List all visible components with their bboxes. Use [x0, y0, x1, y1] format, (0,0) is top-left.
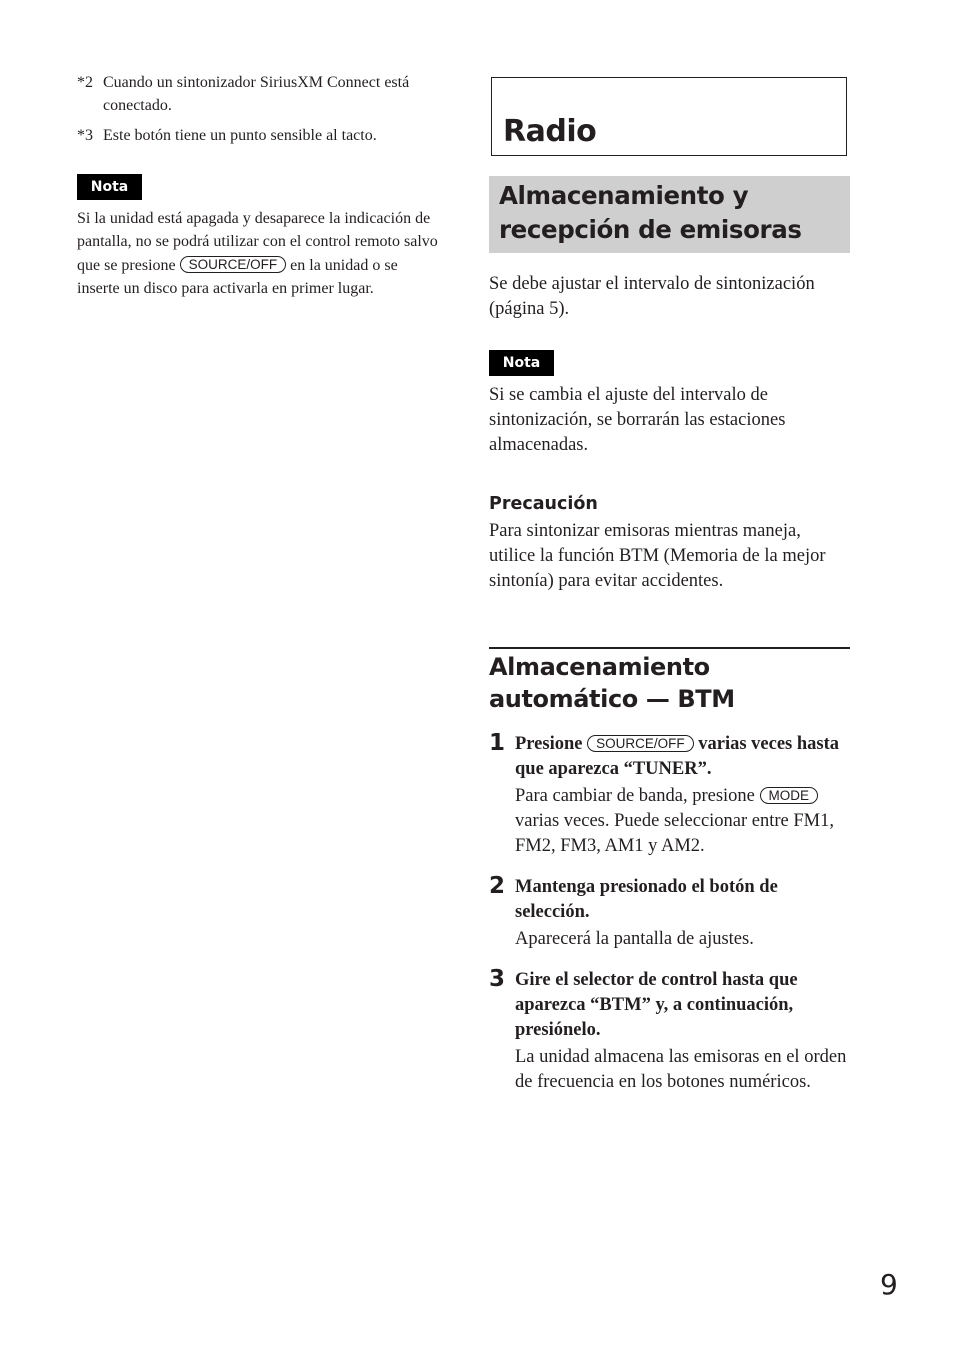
caution-text: Para sintonizar emisoras mientras maneja, utilice la función BTM (Memoria de la mejor sintonía) para evitar accidentes. — [489, 521, 826, 591]
step-instruction: Gire el selector de control hasta que aparezca “BTM” y, a continuación, presiónelo. — [515, 970, 798, 1040]
footnote-2 — [77, 71, 437, 117]
note-badge: Nota — [77, 174, 142, 200]
source-off-key: SOURCE/OFF — [587, 735, 694, 752]
step-3 — [515, 968, 855, 1095]
source-off-key: SOURCE/OFF — [180, 256, 287, 273]
intro-text: Se debe ajustar el intervalo de sintonización (página 5). — [489, 274, 815, 319]
footnote-mark: *3 — [77, 127, 93, 144]
note-badge: Nota — [489, 350, 554, 376]
footnote-3 — [77, 124, 437, 147]
step-description: La unidad almacena las emisoras en el orden de frecuencia en los botones numéricos. — [515, 1047, 847, 1092]
step-instruction — [515, 732, 855, 782]
footnote-text: Este botón tiene un punto sensible al tacto. — [103, 127, 377, 144]
caution-heading: Precaución — [489, 494, 598, 514]
step-number: 2 — [489, 873, 506, 899]
note-text — [77, 207, 442, 301]
note-text-start: Si la unidad está apagada y desaparece la indicación de pantalla, no se podrá utilizar con el control remoto salvo que se presione — [77, 210, 438, 274]
note-text: Si se cambia el ajuste del intervalo de sintonización, se borrarán las estaciones almacenadas. — [489, 385, 786, 455]
section-header-band — [489, 176, 850, 253]
step-description-start: Para cambiar de banda, presione — [515, 786, 755, 806]
section-title: Almacenamiento y recepción de emisoras — [499, 181, 802, 244]
step-2 — [515, 875, 855, 952]
section-rule — [489, 647, 850, 649]
footnote-text: Cuando un sintonizador SiriusXM Connect está conectado. — [103, 74, 410, 114]
page-number: 9 — [880, 1268, 898, 1301]
step-number: 1 — [489, 730, 506, 756]
step-number: 3 — [489, 966, 506, 992]
mode-key: MODE — [760, 787, 819, 804]
step-description-end: varias veces. Puede seleccionar entre FM1, FM2, FM3, AM1 y AM2. — [515, 811, 834, 856]
step-description: Aparecerá la pantalla de ajustes. — [515, 929, 754, 949]
step-1 — [515, 732, 855, 859]
step-instruction-start: Presione — [515, 734, 583, 754]
step-description — [515, 784, 855, 859]
step-instruction: Mantenga presionado el botón de selección. — [515, 877, 778, 922]
note-text-end: en la unidad o se inserte un disco para activarla en primer lugar. — [77, 256, 398, 298]
chapter-title: Radio — [503, 114, 597, 149]
subsection-title: Almacenamiento automático — BTM — [489, 653, 735, 713]
step-instruction-end: varias veces hasta que aparezca “TUNER”. — [515, 734, 840, 779]
chapter-title-box — [491, 77, 847, 156]
footnote-mark: *2 — [77, 74, 93, 91]
